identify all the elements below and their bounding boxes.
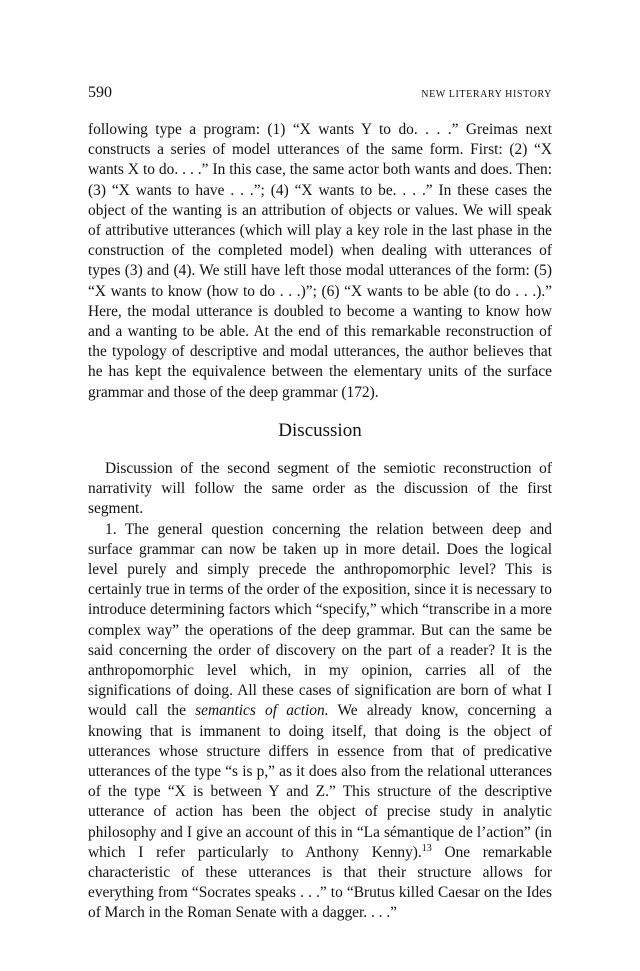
point-1-text-a: 1. The general question concerning the relation between deep and surface grammar can now be taken up in more detail. Does the logical level purely and simply precede the anthropomorphic level? This is certainly true in terms of the order of the exposition, since it is necessary to introduce determining factors which “specify,” which “transcribe in a more complex way” the operations of the deep grammar. But can the same be said concerning the order of discovery on the part of a reader? It is the anthropomorphic level which, in my opinion, carries all of the significations of doing. All these cases of signification are born of what I would call the — [88, 520, 552, 720]
running-head — [88, 84, 552, 102]
point-1-text-b: We already know, concerning a knowing that is immanent to doing itself, that doing is the object of utterances whose structure differs in essence from that of predicative utterances of the type “s is p,” as it does also from the relational utterances of the type “X is between Y and Z.” This structure of the descriptive utterance of action has been the object of precise study in analytic philosophy and I give an account of this in “La sémantique de l’action” (in which I refer particularly to Anthony Kenny). — [88, 702, 553, 861]
journal-title: NEW LITERARY HISTORY — [421, 89, 552, 100]
section-heading: Discussion — [278, 420, 362, 441]
discussion-point-1-paragraph — [88, 520, 552, 924]
body-text-top — [88, 120, 552, 403]
emphasis-semantics-of-action: semantics of action. — [195, 702, 329, 720]
continuation-paragraph: following type a program: (1) “X wants Y to do. . . .” Greimas next constructs a series of model utterances of the same form. First: (2) “X wants X to do. . . .” In this case, the same actor both wants and does. Then: (3) “X wants to have . . .”; (4) “X wants to be. . . .” In these cases the object of the wanting is an attribution of objects or values. We will speak of attributive utterances (which will play a key role in the last phase in the construction of the completed model) when dealing with utterances of types (3) and (4). We still have left those modal utterances of the form: (5) “X wants to know (how to do . . .)”; (6) “X wants to be able (to do . . .).” Here, the modal utterance is doubled to become a wanting to know how and a wanting to be able. At the end of this remarkable reconstruction of the typology of descriptive and modal utterances, the author believes that he has kept the equivalence between the elementary units of the surface grammar and those of the deep grammar (172). — [88, 121, 552, 401]
discussion-intro-paragraph: Discussion of the second segment of the semiotic reconstruction of narrativity will follow the same order as the discussion of the first segment. — [88, 460, 552, 518]
point-1-text-c: One remarkable characteristic of these utterances is that their structure allows for everything from “Socrates speaks . . .” to “Brutus killed Caesar on the Ides of March in the Roman Senate with a dagger. . . .” — [88, 843, 552, 922]
page-number: 590 — [88, 84, 112, 101]
footnote-reference[interactable]: 13 — [421, 842, 432, 854]
body-text-discussion — [88, 459, 552, 924]
